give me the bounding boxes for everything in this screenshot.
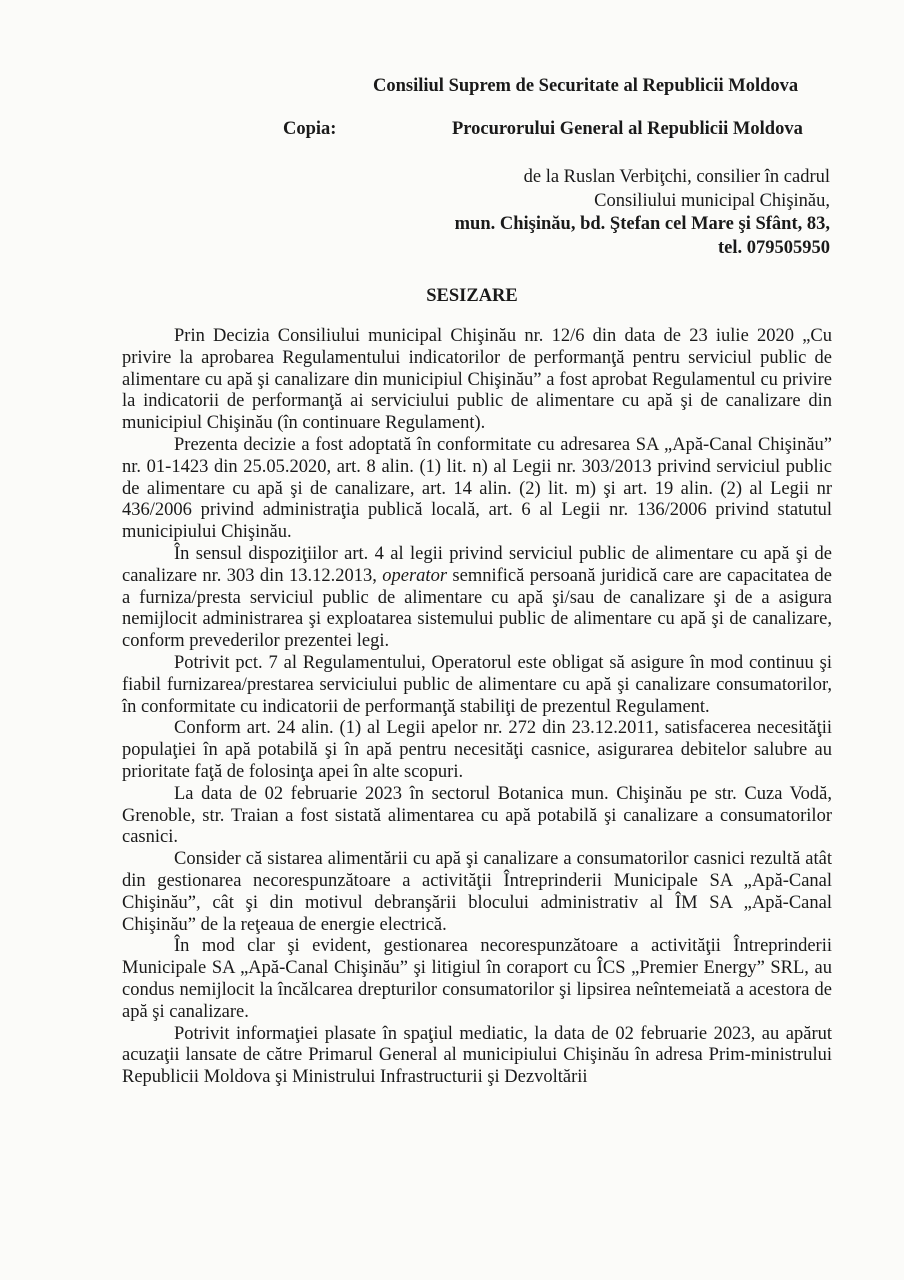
paragraph-1: Prin Decizia Consiliului municipal Chişinău nr. 12/6 din data de 23 iulie 2020 „Cu privire la aprobarea Regulamentului indicatorilor de performanţă pentru serviciul public de alimentare cu apă şi canalizare din municipiul Chişinău” a fost aprobat Regulamentul cu privire la indicatorii de performanţă ai serviciului public de alimentare cu apă şi de canalizare din municipiul Chişinău (în continuare Regulament).: [122, 326, 832, 434]
sender-address: mun. Chişinău, bd. Ştefan cel Mare şi Sfânt, 83,: [454, 214, 830, 234]
paragraph-2: Prezenta decizie a fost adoptată în conformitate cu adresarea SA „Apă-Canal Chişinău” nr. 01-1423 din 25.05.2020, art. 8 alin. (1) lit. n) al Legii nr. 303/2013 privind serviciul public de alimentare cu apă şi de canalizare, art. 14 alin. (2) lit. m) şi art. 19 alin. (2) al Legii nr 436/2006 privind administraţia publică locală, art. 6 al Legii nr. 136/2006 privind statutul municipiului Chişinău.: [122, 434, 832, 543]
paragraph-3-before: În sensul dispoziţiilor art. 4 al legii privind serviciul public de alimentare cu apă şi de canalizare nr. 303 din 13.12.2013,: [122, 543, 832, 586]
paragraph-5: Conform art. 24 alin. (1) al Legii apelor nr. 272 din 23.12.2011, satisfacerea necesităţii populaţiei în apă potabilă şi în apă pentru necesităţi casnice, asigurarea debitelor salubre au prioritate faţă de folosinţa apei în alte scopuri.: [122, 718, 832, 782]
copy-label: Copia:: [283, 119, 337, 139]
addressee-prosecutor-general: Procurorului General al Republicii Moldova: [452, 119, 803, 139]
sender-line-1: de la Ruslan Verbiţchi, consilier în cadrul: [523, 167, 830, 187]
paragraph-3-emphasis: operator: [382, 565, 448, 586]
sender-line-2: Consiliului municipal Chişinău,: [594, 190, 830, 211]
addressee-security-council: Consiliul Suprem de Securitate al Republicii Moldova: [373, 76, 799, 96]
paragraph-9: Potrivit informaţiei plasate în spaţiul mediatic, la data de 02 februarie 2023, au apărut acuzaţii lansate de către Primarul General al municipiului Chişinău în adresa Prim-ministrului Republicii Moldova şi Ministrului Infrastructurii şi Dezvoltării: [122, 1023, 832, 1088]
document-title: SESIZARE: [426, 286, 518, 306]
paragraph-7: Consider că sistarea alimentării cu apă şi canalizare a consumatorilor casnici rezultă atât din gestionarea necorespunzătoare a activităţii Întreprinderii Municipale SA „Apă-Canal Chişinău”, cât şi din motivul debranşării blocului administrativ al ÎM SA „Apă-Canal Chişinău” de la reţeaua de energie electrică.: [122, 849, 832, 935]
paragraph-4: Potrivit pct. 7 al Regulamentului, Operatorul este obligat să asigure în mod continuu şi fiabil furnizarea/prestarea serviciului public de alimentare cu apă şi canalizare consumatorilor, în conformitate cu indicatorii de performanţă stabiliţi de prezentul Regulament.: [122, 652, 832, 717]
document-body: [122, 326, 832, 1089]
paragraph-3-after: semnifică persoană juridică care are capacitatea de a furniza/presta serviciul public de alimentare cu apă şi/sau de canalizare şi de a asigura nemijlocit administrarea şi exploatarea sistemului public de alimentare cu apă şi de canalizare, conform prevederilor prezentei legi.: [122, 565, 832, 652]
sender-block: [455, 166, 830, 260]
paragraph-8: În mod clar şi evident, gestionarea necorespunzătoare a activităţii Întreprinderii Municipale SA „Apă-Canal Chişinău” şi litigiul în coraport cu ÎCS „Premier Energy” SRL, au condus nemijlocit la încălcarea drepturilor consumatorilor şi lipsirea neîntemeiată a acestora de apă şi canalizare.: [122, 936, 832, 1022]
paragraph-6: La data de 02 februarie 2023 în sectorul Botanica mun. Chişinău pe str. Cuza Vodă, Grenoble, str. Traian a fost sistată alimentarea cu apă potabilă şi canalizare a consumatorilor casnici.: [122, 783, 832, 848]
sender-phone: tel. 079505950: [717, 237, 830, 258]
paragraph-3: [122, 544, 832, 653]
